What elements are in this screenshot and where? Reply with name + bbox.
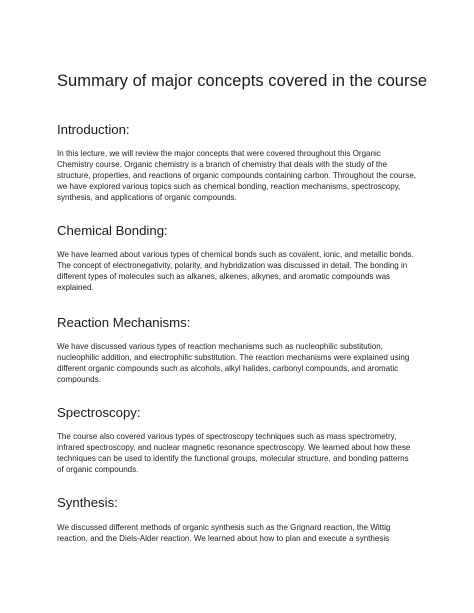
section-heading: Reaction Mechanisms: <box>57 315 191 330</box>
section-spectroscopy <box>57 404 417 475</box>
section-body: We have discussed various types of reaction mechanisms such as nucleophilic substitution, nucleophilic addition, and electrophilic substitution. The reaction mechanisms were explained using different organic compounds such as alcohols, alkyl halides, carbonyl compounds, and aromatic compounds. <box>57 342 410 385</box>
section-heading: Chemical Bonding: <box>57 223 168 238</box>
section-heading: Synthesis: <box>57 495 118 510</box>
section-body: In this lecture, we will review the major concepts that were covered throughout this Organic Chemistry course. Organic chemistry is a branch of chemistry that deals with the study of the structure, properties, and reactions of organic compounds containing carbon. Throughout the course, we have explored various topics such as chemical bonding, reaction mechanisms, spectroscopy, synthesis, and applications of organic compounds. <box>57 149 417 203</box>
section-heading: Spectroscopy: <box>57 405 141 420</box>
section-reaction-mechanisms <box>57 314 417 385</box>
section-synthesis <box>57 494 417 544</box>
document-title: Summary of major concepts covered in the course <box>57 72 428 90</box>
section-heading: Introduction: <box>57 122 130 137</box>
section-body: The course also covered various types of spectroscopy techniques such as mass spectrometry, infrared spectroscopy, and nuclear magnetic resonance spectroscopy. We learned about how these techniques can be used to identify the functional groups, molecular structure, and bonding patterns of organic compounds. <box>57 432 411 475</box>
section-body: We have learned about various types of chemical bonds such as covalent, ionic, and metallic bonds. The concept of electronegativity, polarity, and hybridization was discussed in detail. The bonding in different types of molecules such as alkanes, alkenes, alkynes, and aromatic compounds was explained. <box>57 250 414 293</box>
section-body: We discussed different methods of organic synthesis such as the Grignard reaction, the Wittig reaction, and the Diels-Alder reaction. We learned about how to plan and execute a synthesis <box>57 523 391 544</box>
section-chemical-bonding <box>57 222 417 293</box>
section-introduction <box>57 121 417 203</box>
